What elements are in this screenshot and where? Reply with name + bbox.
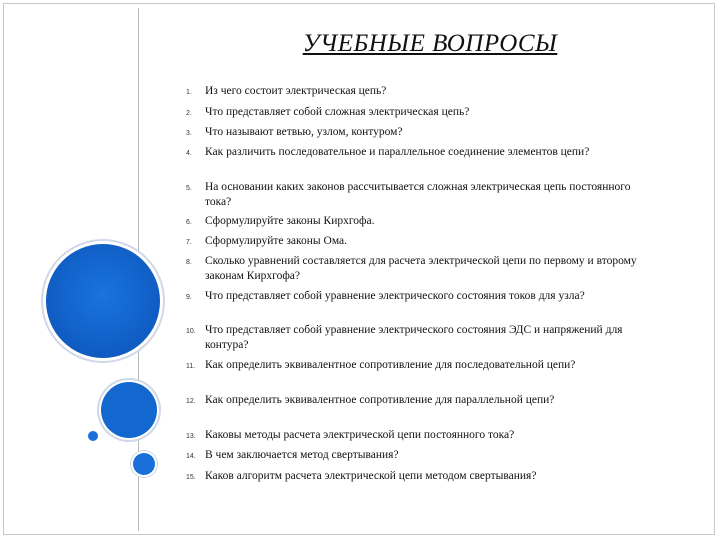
question-number: 14. xyxy=(186,453,196,460)
question-item xyxy=(186,448,656,463)
decorative-circle-medium xyxy=(101,382,157,438)
question-number: 13. xyxy=(186,433,196,440)
decorative-circle-small xyxy=(133,453,155,475)
question-item xyxy=(186,180,656,209)
question-number: 4. xyxy=(186,150,192,157)
question-text: Каковы методы расчета электрической цепи постоянного тока? xyxy=(205,429,515,441)
question-item xyxy=(186,469,656,484)
question-text: В чем заключается метод свертывания? xyxy=(205,449,399,461)
question-text: Что представляет собой сложная электрическая цепь? xyxy=(205,106,470,118)
question-number: 10. xyxy=(186,328,196,335)
question-item xyxy=(186,254,656,283)
question-number: 9. xyxy=(186,294,192,301)
question-item xyxy=(186,84,656,99)
question-text: Сформулируйте законы Ома. xyxy=(205,235,348,247)
question-text: На основании каких законов рассчитывается сложная электрическая цепь постоянного тока? xyxy=(205,181,631,208)
question-number: 3. xyxy=(186,130,192,137)
question-number: 12. xyxy=(186,398,196,405)
question-text: Как различить последовательное и параллельное соединение элементов цепи? xyxy=(205,146,590,158)
question-item xyxy=(186,214,656,229)
question-text: Сколько уравнений составляется для расчета электрической цепи по первому и второму законам Кирхгофа? xyxy=(205,255,637,282)
question-number: 6. xyxy=(186,219,192,226)
slide-title: УЧЕБНЫЕ ВОПРОСЫ xyxy=(302,30,558,57)
question-item xyxy=(186,393,656,408)
question-item xyxy=(186,145,656,160)
question-text: Сформулируйте законы Кирхгофа. xyxy=(205,215,375,227)
question-number: 7. xyxy=(186,239,192,246)
question-text: Из чего состоит электрическая цепь? xyxy=(205,85,387,97)
question-item xyxy=(186,289,656,304)
question-text: Что представляет собой уравнение электрического состояния токов для узла? xyxy=(205,290,585,302)
question-number: 15. xyxy=(186,474,196,481)
question-number: 1. xyxy=(186,89,192,96)
question-text: Каков алгоритм расчета электрической цепи методом свертывания? xyxy=(205,470,537,482)
question-text: Что представляет собой уравнение электрического состояния ЭДС и напряжений для контура? xyxy=(205,324,623,351)
question-text: Как определить эквивалентное сопротивление для последовательной цепи? xyxy=(205,359,576,371)
question-text: Как определить эквивалентное сопротивление для параллельной цепи? xyxy=(205,394,555,406)
question-number: 8. xyxy=(186,259,192,266)
question-item xyxy=(186,234,656,249)
question-number: 2. xyxy=(186,110,192,117)
question-item xyxy=(186,125,656,140)
question-text: Что называют ветвью, узлом, контуром? xyxy=(205,126,403,138)
question-item xyxy=(186,428,656,443)
question-item xyxy=(186,105,656,120)
question-item xyxy=(186,358,656,373)
decorative-circle-large xyxy=(46,244,160,358)
question-number: 5. xyxy=(186,185,192,192)
decorative-circle-tiny xyxy=(88,431,98,441)
question-item xyxy=(186,323,656,352)
question-number: 11. xyxy=(186,363,196,370)
